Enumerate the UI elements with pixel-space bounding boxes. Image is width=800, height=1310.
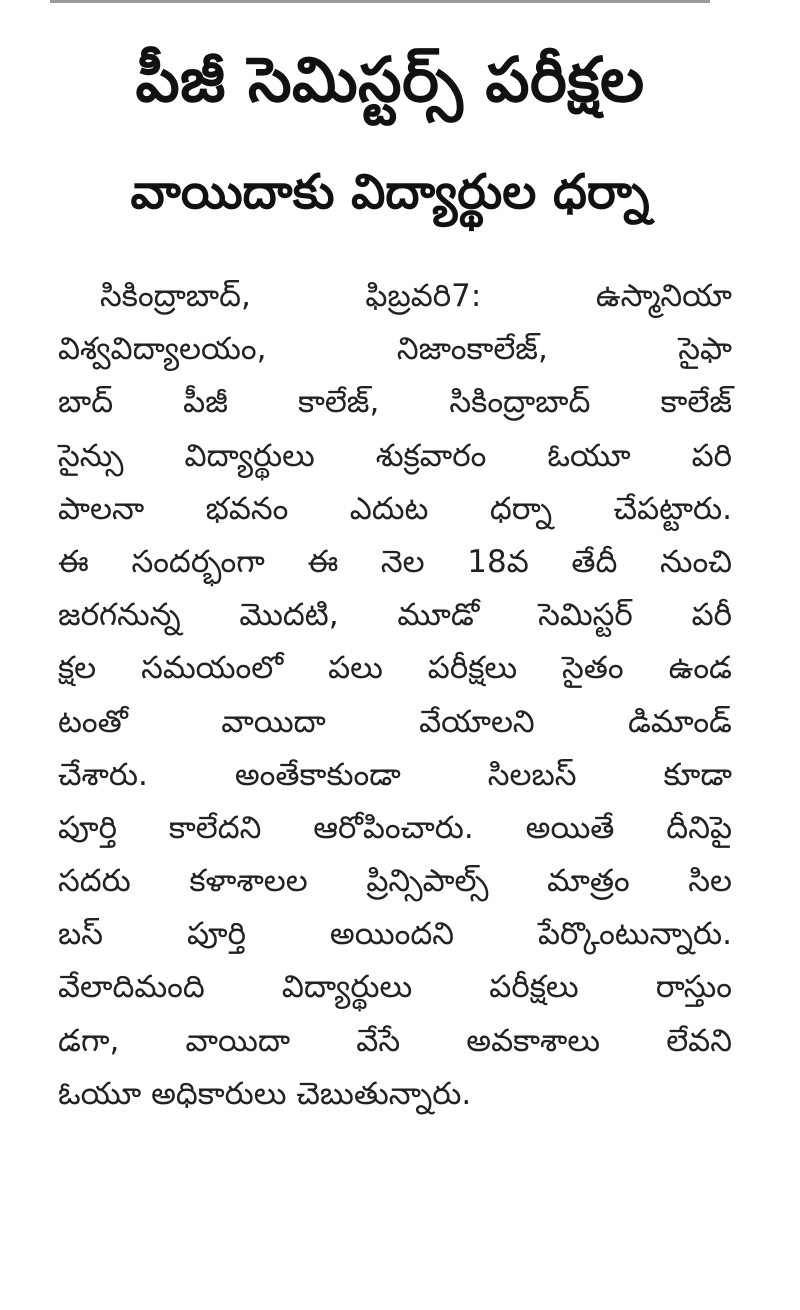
article-line: సికింద్రాబాద్, ఫిబ్రవరి7: ఉస్మానియా [100, 278, 732, 314]
article-line: ఓయూ అధికారులు చెబుతున్నారు. [58, 1075, 472, 1112]
article-line: క్షల సమయంలో పలు పరీక్షలు సైతం ఉండ [58, 650, 732, 687]
article-line: చేశారు. అంతేకాకుండా సిలబస్ కూడా [58, 756, 732, 793]
article-line: బస్ పూర్తి అయిందని పేర్కొంటున్నారు. [58, 916, 732, 953]
article-line: ఈ సందర్భంగా ఈ నెల 18వ తేదీ నుంచి [58, 543, 732, 580]
top-border-rule [50, 0, 710, 3]
headline-line-2: వాయిదాకు విద్యార్థుల ధర్నా [130, 164, 650, 220]
article-line: పూర్తి కాలేదని ఆరోపించారు. అయితే దీనిపై [58, 809, 732, 846]
newspaper-clipping [40, 20, 740, 1121]
article-line: సదరు కళాశాలల ప్రిన్సిపాల్స్ మాత్రం సిల [58, 863, 732, 900]
article-line: సైన్సు విద్యార్థులు శుక్రవారం ఓయూ పరి [58, 437, 732, 474]
article-line: పాలనా భవనం ఎదుట ధర్నా చేపట్టారు. [58, 490, 732, 527]
article-body [40, 270, 740, 1121]
article-line: టంతో వాయిదా వేయాలని డిమాండ్ [58, 703, 732, 740]
article-line: జరగనున్న మొదటి, మూడో సెమిస్టర్ పరీ [58, 597, 732, 634]
headline-line-1: పీజీ సెమిస్టర్స్ పరీక్షల [135, 43, 645, 116]
article-line: వేలాదిమంది విద్యార్థులు పరీక్షలు రాస్తుం [58, 969, 732, 1006]
article-line: డగా, వాయిదా వేసే అవకాశాలు లేవని [58, 1022, 732, 1059]
article-line: విశ్వవిద్యాలయం, నిజాంకాలేజ్, సైఫా [58, 331, 732, 368]
article-line: బాద్ పీజీ కాలేజ్, సికింద్రాబాద్ కాలేజ్ [58, 384, 732, 421]
